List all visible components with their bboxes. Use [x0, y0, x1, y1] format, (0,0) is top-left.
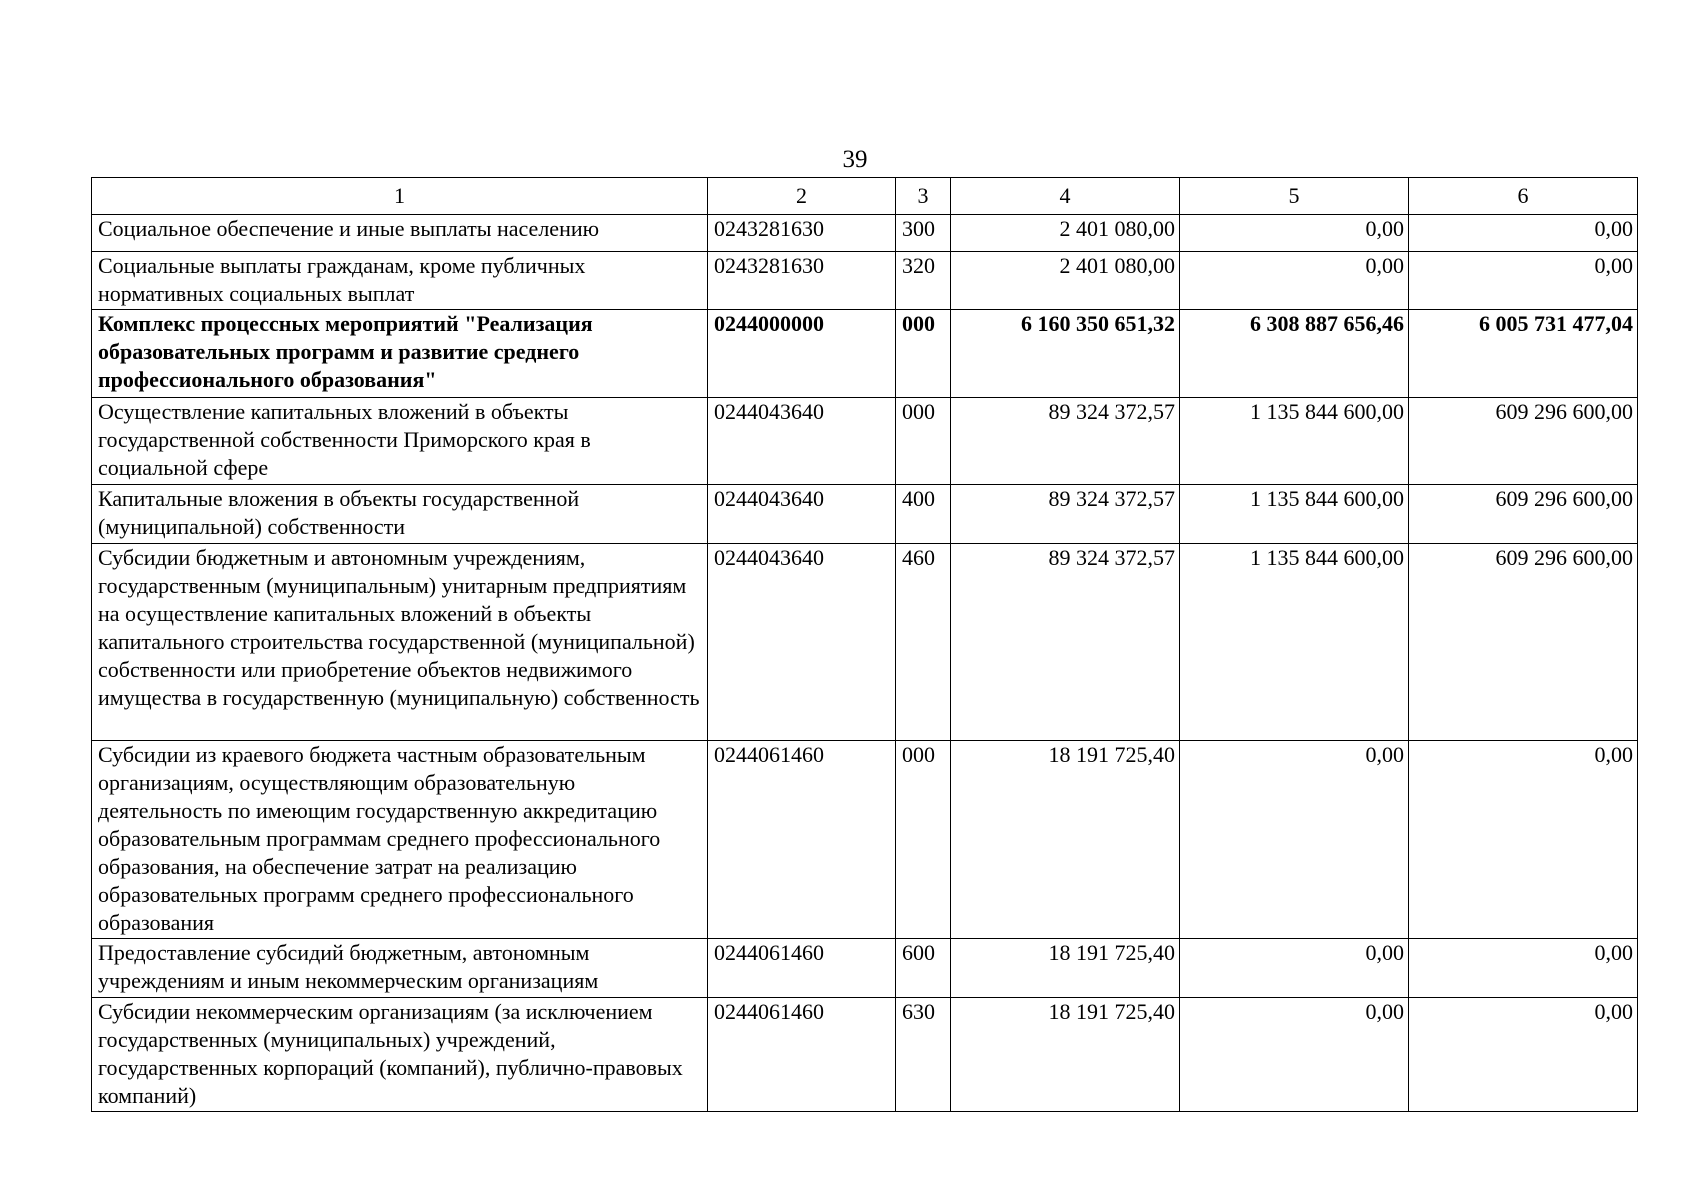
row-code: 0244061460: [708, 998, 896, 1112]
page-number: 39: [842, 146, 868, 173]
budget-table: [91, 177, 1638, 1112]
row-type: 600: [896, 939, 951, 998]
row-value-6: 0,00: [1409, 939, 1638, 998]
row-name: Субсидии бюджетным и автономным учреждениям, государственным (муниципальным) унитарным предприятиям на осуществление капитальных вложений в объекты капитального строительства государственной (муниципальной) собственности или приобретение объектов недвижимого имущества в государственную (муниципальную) собственность: [92, 544, 708, 741]
row-type: 630: [896, 998, 951, 1112]
row-value-6: 609 296 600,00: [1409, 544, 1638, 741]
row-type: 000: [896, 741, 951, 939]
row-value-5: 0,00: [1180, 939, 1409, 998]
row-value-5: 0,00: [1180, 998, 1409, 1112]
table-row: [92, 998, 1638, 1112]
row-value-6: 0,00: [1409, 215, 1638, 252]
row-value-5: 0,00: [1180, 252, 1409, 310]
row-value-5: 0,00: [1180, 215, 1409, 252]
row-name: Осуществление капитальных вложений в объекты государственной собственности Приморского края в социальной сфере: [92, 398, 708, 485]
row-name: Комплекс процессных мероприятий "Реализация образовательных программ и развитие среднего профессионального образования": [92, 310, 708, 398]
row-name: Предоставление субсидий бюджетным, автономным учреждениям и иным некоммерческим организациям: [92, 939, 708, 998]
row-value-6: 0,00: [1409, 252, 1638, 310]
row-value-4: 18 191 725,40: [951, 998, 1180, 1112]
table-row: [92, 215, 1638, 252]
row-code: 0244061460: [708, 741, 896, 939]
row-code: 0244043640: [708, 544, 896, 741]
table-header-row: [92, 178, 1638, 215]
row-code: 0243281630: [708, 252, 896, 310]
column-header-4: 4: [951, 178, 1180, 215]
row-value-5: 1 135 844 600,00: [1180, 398, 1409, 485]
row-value-5: 6 308 887 656,46: [1180, 310, 1409, 398]
row-code: 0244043640: [708, 398, 896, 485]
row-code: 0243281630: [708, 215, 896, 252]
row-type: 320: [896, 252, 951, 310]
row-type: 000: [896, 310, 951, 398]
row-value-4: 89 324 372,57: [951, 544, 1180, 741]
row-type: 400: [896, 485, 951, 544]
row-code: 0244000000: [708, 310, 896, 398]
row-code: 0244061460: [708, 939, 896, 998]
row-type: 460: [896, 544, 951, 741]
row-name: Субсидии некоммерческим организациям (за исключением государственных (муниципальных) учреждений, государственных корпораций (компаний), публично-правовых компаний): [92, 998, 708, 1112]
row-code: 0244043640: [708, 485, 896, 544]
column-header-3: 3: [896, 178, 951, 215]
column-header-5: 5: [1180, 178, 1409, 215]
table-row: [92, 741, 1638, 939]
row-value-5: 1 135 844 600,00: [1180, 544, 1409, 741]
row-value-4: 2 401 080,00: [951, 215, 1180, 252]
row-value-6: 609 296 600,00: [1409, 398, 1638, 485]
row-value-5: 1 135 844 600,00: [1180, 485, 1409, 544]
row-type: 300: [896, 215, 951, 252]
table-row: [92, 252, 1638, 310]
row-value-6: 0,00: [1409, 998, 1638, 1112]
row-name: Социальные выплаты гражданам, кроме публичных нормативных социальных выплат: [92, 252, 708, 310]
row-name: Социальное обеспечение и иные выплаты населению: [92, 215, 708, 252]
row-value-4: 18 191 725,40: [951, 741, 1180, 939]
row-value-4: 2 401 080,00: [951, 252, 1180, 310]
table-row: [92, 398, 1638, 485]
table-row: [92, 544, 1638, 741]
row-value-6: 0,00: [1409, 741, 1638, 939]
row-value-4: 89 324 372,57: [951, 398, 1180, 485]
row-value-6: 609 296 600,00: [1409, 485, 1638, 544]
row-type: 000: [896, 398, 951, 485]
table-row: [92, 939, 1638, 998]
row-name: Капитальные вложения в объекты государственной (муниципальной) собственности: [92, 485, 708, 544]
table-row: [92, 310, 1638, 398]
row-value-4: 89 324 372,57: [951, 485, 1180, 544]
row-value-6: 6 005 731 477,04: [1409, 310, 1638, 398]
column-header-1: 1: [92, 178, 708, 215]
row-value-5: 0,00: [1180, 741, 1409, 939]
column-header-2: 2: [708, 178, 896, 215]
column-header-6: 6: [1409, 178, 1638, 215]
row-value-4: 18 191 725,40: [951, 939, 1180, 998]
row-value-4: 6 160 350 651,32: [951, 310, 1180, 398]
row-name: Субсидии из краевого бюджета частным образовательным организациям, осуществляющим образовательную деятельность по имеющим государственную аккредитацию образовательным программам среднего профессионального образования, на обеспечение затрат на реализацию образовательных программ среднего профессионального образования: [92, 741, 708, 939]
table-row: [92, 485, 1638, 544]
